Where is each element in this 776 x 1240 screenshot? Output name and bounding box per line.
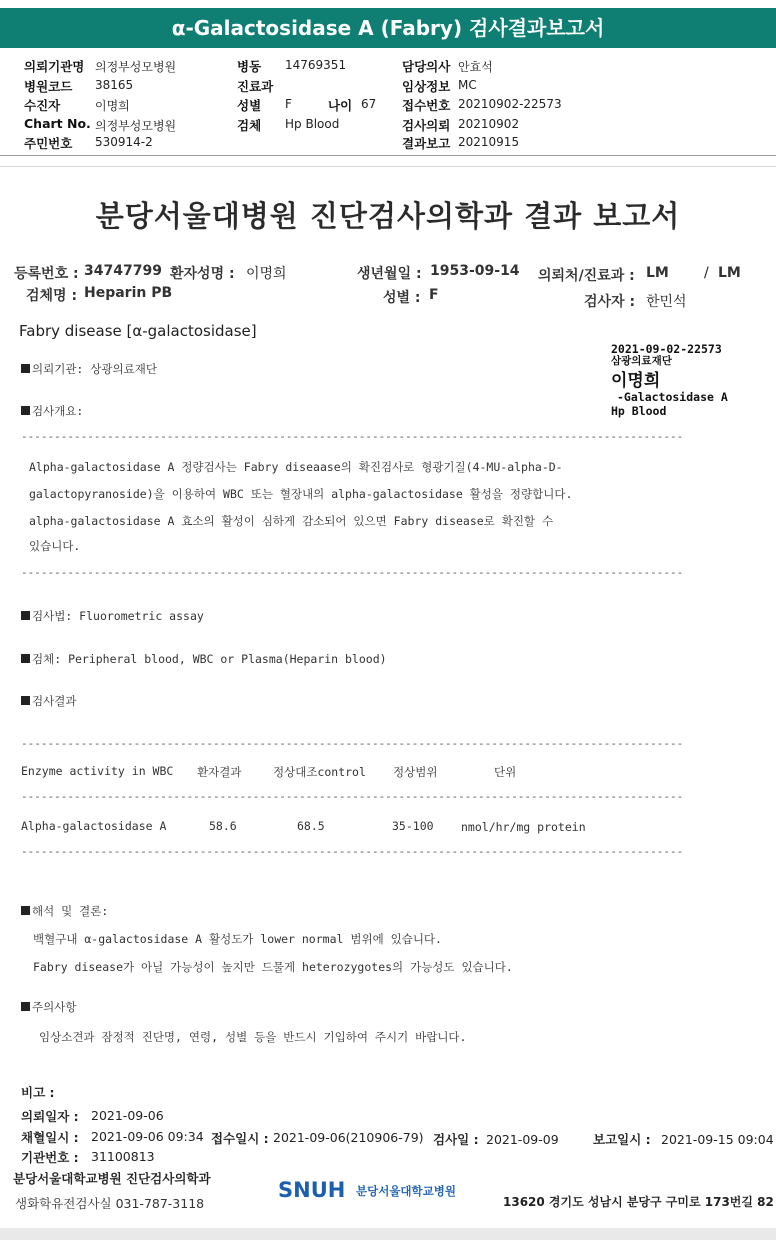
results-row-enzyme: Alpha-galactosidase A bbox=[21, 819, 167, 833]
value-specimen-name: Heparin PB bbox=[84, 285, 173, 301]
lab-phone: 생화학유전검사실 031-787-3118 bbox=[15, 1196, 205, 1211]
label-chart-no: Chart No. bbox=[24, 116, 91, 131]
label-request-date: 의뢰일자 : bbox=[21, 1109, 79, 1124]
results-header-patient: 환자결과 bbox=[197, 765, 242, 779]
value-examinee: 이명희 bbox=[95, 99, 130, 113]
section-results-heading: 검사결과 bbox=[21, 693, 76, 709]
label-clinical-info: 임상정보 bbox=[402, 79, 451, 94]
section-specimen: 검체: Peripheral blood, WBC or Plasma(Heparin blood) bbox=[21, 651, 387, 667]
divider-line: ---------------------------------------------------------------------------------------------------- bbox=[21, 430, 684, 443]
label-remarks: 비고 : bbox=[21, 1085, 55, 1100]
label-tester: 검사자 : bbox=[584, 294, 636, 310]
divider-line: ---------------------------------------------------------------------------------------------------- bbox=[21, 790, 684, 803]
value-report-datetime: 2021-09-15 09:04 bbox=[661, 1132, 774, 1147]
label-sex: 성별 bbox=[237, 98, 262, 113]
results-header-range: 정상범위 bbox=[393, 765, 438, 779]
label-receipt-datetime: 접수일시 : bbox=[211, 1131, 269, 1146]
label-requesting-dept: 의뢰처/진료과 : bbox=[538, 268, 635, 284]
value-clinical-info: MC bbox=[458, 78, 477, 92]
report-header-bar bbox=[0, 8, 776, 48]
label-date-of-birth: 생년월일 : bbox=[357, 266, 422, 282]
label-patient-sex: 성별 : bbox=[383, 290, 421, 306]
results-header-control: 정상대조control bbox=[273, 765, 366, 779]
label-hospital-code: 병원코드 bbox=[24, 79, 73, 94]
caution-line: 임상소견과 잠정적 진단명, 연령, 성별 등을 반드시 기입하여 주시기 바랍니다. bbox=[39, 1030, 467, 1044]
section-overview-heading: 검사개요: bbox=[21, 403, 83, 419]
label-resident-number: 주민번호 bbox=[24, 136, 73, 151]
label-test-request: 검사의뢰 bbox=[402, 118, 451, 133]
hospital-address: 13620 경기도 성남시 분당구 구미로 173번길 82 bbox=[503, 1195, 774, 1209]
value-receipt-datetime: 2021-09-06(210906-79) bbox=[273, 1130, 424, 1145]
label-department: 진료과 bbox=[237, 79, 274, 94]
label-examinee: 수진자 bbox=[24, 98, 61, 113]
label-sticker-specimen: Hp Blood bbox=[611, 404, 667, 418]
label-age: 나이 bbox=[328, 98, 353, 113]
value-tester: 한민석 bbox=[646, 294, 687, 310]
label-institution-number: 기관번호 : bbox=[21, 1150, 79, 1165]
header-title: α-Galactosidase A (Fabry) 검사결과보고서 bbox=[171, 16, 605, 40]
logo-hospital-name: 분당서울대학교병원 bbox=[356, 1184, 456, 1198]
value-request-date: 2021-09-06 bbox=[91, 1108, 164, 1123]
value-chart-no: 의정부성모병원 bbox=[95, 119, 177, 133]
label-specimen: 검체 bbox=[237, 118, 262, 133]
value-resident-number: 530914-2 bbox=[95, 135, 153, 149]
label-requesting-institution: 의뢰기관명 bbox=[24, 59, 85, 74]
overview-line-1: Alpha-galactosidase A 정량검사는 Fabry diseaase의 확진검사로 형광기질(4-MU-alpha-D- bbox=[29, 460, 563, 474]
label-patient-name: 환자성명 : bbox=[170, 266, 235, 282]
label-sticker-accession: 2021-09-02-22573 bbox=[611, 342, 722, 356]
divider-line: ---------------------------------------------------------------------------------------------------- bbox=[21, 845, 684, 858]
label-draw-datetime: 채혈일시 : bbox=[21, 1130, 79, 1145]
results-row-range: 35-100 bbox=[392, 819, 434, 833]
value-test-request: 20210902 bbox=[458, 117, 520, 131]
value-sex: F bbox=[285, 97, 292, 111]
divider-line: ---------------------------------------------------------------------------------------------------- bbox=[21, 737, 684, 750]
results-row-unit: nmol/hr/mg protein bbox=[461, 820, 586, 834]
label-accession-number: 접수번호 bbox=[402, 98, 451, 113]
section-method: 검사법: Fluorometric assay bbox=[21, 608, 204, 624]
overview-line-3: alpha-galactosidase A 효소의 활성이 심하게 감소되어 있으면 Fabry disease로 확진할 수 bbox=[29, 514, 554, 528]
label-result-report: 결과보고 bbox=[402, 136, 451, 151]
value-age: 67 bbox=[361, 97, 377, 111]
section-caution-heading: 주의사항 bbox=[21, 999, 76, 1015]
label-report-datetime: 보고일시 : bbox=[593, 1132, 651, 1147]
test-name: Fabry disease [α-galactosidase] bbox=[19, 322, 257, 340]
results-row-control-value: 68.5 bbox=[297, 819, 325, 833]
label-sticker-lab: 삼광의료재단 bbox=[611, 355, 672, 367]
results-row-patient-value: 58.6 bbox=[209, 819, 237, 833]
label-sticker-patient: 이명희 bbox=[611, 371, 661, 391]
label-registration-number: 등록번호 : bbox=[14, 266, 79, 282]
value-result-report: 20210915 bbox=[458, 135, 520, 149]
value-ward: 14769351 bbox=[285, 58, 347, 72]
value-requesting-institution: 의정부성모병원 bbox=[95, 60, 177, 74]
logo-mark: SNUH bbox=[278, 1178, 346, 1202]
value-specimen: Hp Blood bbox=[285, 117, 340, 131]
value-requesting-dept-1: LM bbox=[646, 265, 669, 281]
value-hospital-code: 38165 bbox=[95, 78, 134, 92]
label-test-date: 검사일 : bbox=[433, 1132, 479, 1147]
value-date-of-birth: 1953-09-14 bbox=[430, 263, 520, 279]
section-requester: 의뢰기관: 상광의료재단 bbox=[21, 361, 157, 377]
department-name: 분당서울대학교병원 진단검사의학과 bbox=[13, 1171, 211, 1186]
value-registration-number: 34747799 bbox=[84, 263, 162, 279]
divider-line: ---------------------------------------------------------------------------------------------------- bbox=[21, 566, 684, 579]
value-patient-name: 이명희 bbox=[246, 266, 287, 282]
summary-divider bbox=[0, 155, 776, 156]
value-institution-number: 31100813 bbox=[91, 1149, 155, 1164]
value-draw-datetime: 2021-09-06 09:34 bbox=[91, 1129, 204, 1144]
value-test-date: 2021-09-09 bbox=[486, 1132, 559, 1147]
dept-separator: / bbox=[704, 265, 709, 281]
page-bottom-bar bbox=[0, 1228, 776, 1240]
label-specimen-name: 검체명 : bbox=[26, 288, 78, 304]
value-physician: 안효석 bbox=[458, 60, 493, 74]
report-title: 분당서울대병원 진단검사의학과 결과 보고서 bbox=[95, 199, 681, 233]
results-header-unit: 단위 bbox=[494, 765, 517, 779]
interpretation-line-1: 백혈구내 α-galactosidase A 활성도가 lower normal 범위에 있습니다. bbox=[33, 932, 442, 946]
snuh-logo bbox=[278, 1176, 478, 1208]
value-requesting-dept-2: LM bbox=[718, 265, 741, 281]
value-accession-number: 20210902-22573 bbox=[458, 97, 562, 111]
section-interpretation-heading: 해석 및 결론: bbox=[21, 903, 108, 919]
overview-line-4: 있습니다. bbox=[29, 539, 81, 553]
results-header-enzyme: Enzyme activity in WBC bbox=[21, 764, 174, 778]
interpretation-line-2: Fabry disease가 아닐 가능성이 높지만 드물게 heterozygotes의 가능성도 있습니다. bbox=[33, 960, 513, 974]
label-sticker-test: -Galactosidase A bbox=[617, 390, 728, 404]
label-physician: 담당의사 bbox=[402, 59, 451, 74]
overview-line-2: galactopyranoside)을 이용하여 WBC 또는 혈장내의 alpha-galactosidase 활성을 정량합니다. bbox=[29, 487, 573, 501]
label-ward: 병동 bbox=[237, 59, 262, 74]
value-patient-sex: F bbox=[429, 287, 439, 303]
